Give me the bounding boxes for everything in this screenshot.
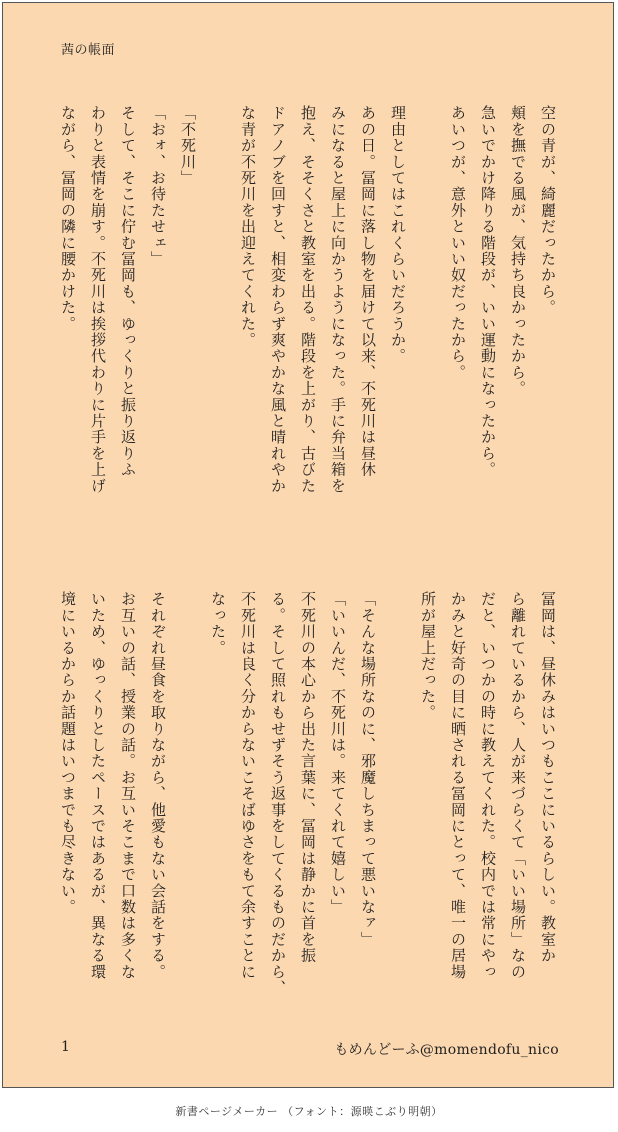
text-block-upper: [53, 105, 563, 575]
text-column: [173, 591, 203, 1061]
text-column: 空の青が、綺麗だったから。: [539, 105, 557, 316]
text-column: ら離れているから、人が来づらくて「いい場所」なの: [509, 591, 527, 980]
text-column: 抱え、そそくさと教室を出る。階段を上がり、古びた: [299, 105, 317, 494]
text-column: 「不死川」: [179, 105, 197, 186]
text-column: それぞれ昼食を取りながら、他愛もない会話をする。: [149, 591, 167, 980]
text-column: 所が屋上だった。: [419, 591, 437, 721]
text-column: いため、ゆっくりとしたペースではあるが、異なる環: [89, 591, 107, 980]
text-column: 境にいるからか話題はいつまでも尽きない。: [59, 591, 77, 915]
text-column: [413, 105, 443, 575]
text-column: 不死川の本心から出た言葉に、冨岡は静かに首を振: [299, 591, 317, 964]
text-column: あの日。冨岡に落し物を届けて以来、不死川は昼休: [359, 105, 377, 478]
text-column: なった。: [209, 591, 227, 656]
text-column: かみと好奇の目に晒される冨岡にとって、唯一の居場: [449, 591, 467, 980]
text-column: あいつが、意外といい奴だったから。: [449, 105, 467, 381]
page-header-title: 茜の帳面: [61, 43, 116, 58]
text-column: わりと表情を崩す。不死川は挨拶代わりに片手を上げ: [89, 105, 107, 494]
text-column: る。そして照れもせずそう返事をしてくるものだから、: [269, 591, 287, 996]
text-column: [203, 105, 233, 575]
text-column: ながら、冨岡の隣に腰かけた。: [59, 105, 77, 332]
text-column: [383, 591, 413, 1061]
text-column: ドアノブを回すと、相変わらず爽やかな風と晴れやか: [269, 105, 287, 494]
text-column: 不死川は良く分からないこそばゆさをもて余すことに: [239, 591, 257, 980]
text-column: 「いいんだ、不死川は。来てくれて嬉しい」: [329, 591, 347, 915]
text-column: だと、いつかの時に教えてくれた。校内では常にやっ: [479, 591, 497, 980]
generator-footer: 新書ページメーカー （フォント：源暎こぶり明朝）: [175, 1105, 443, 1118]
text-column: な青が不死川を出迎えてくれた。: [239, 105, 257, 348]
text-column: 急いでかけ降りる階段が、いい運動になったから。: [479, 105, 497, 478]
text-column: 理由としてはこれくらいだろうか。: [389, 105, 407, 365]
book-page: [2, 2, 614, 1088]
text-column: お互いの話、授業の話。お互いそこまで口数は多くな: [119, 591, 137, 980]
text-block-lower: [53, 591, 563, 1061]
author-credit: もめんどーふ@momendofu_nico: [334, 1042, 559, 1058]
page-number: 1: [61, 1039, 70, 1055]
text-column: そして、そこに佇む冨岡も、ゆっくりと振り返りふ: [119, 105, 137, 478]
text-column: 冨岡は、昼休みはいつもここにいるらしい。教室か: [539, 591, 557, 964]
text-column: 「おォ、お待たせェ」: [149, 105, 167, 267]
text-column: 頬を撫でる風が、気持ち良かったから。: [509, 105, 527, 397]
text-column: みになると屋上に向かうようになった。手に弁当箱を: [329, 105, 347, 494]
text-column: 「そんな場所なのに、邪魔しちまって悪いなァ」: [359, 591, 377, 948]
